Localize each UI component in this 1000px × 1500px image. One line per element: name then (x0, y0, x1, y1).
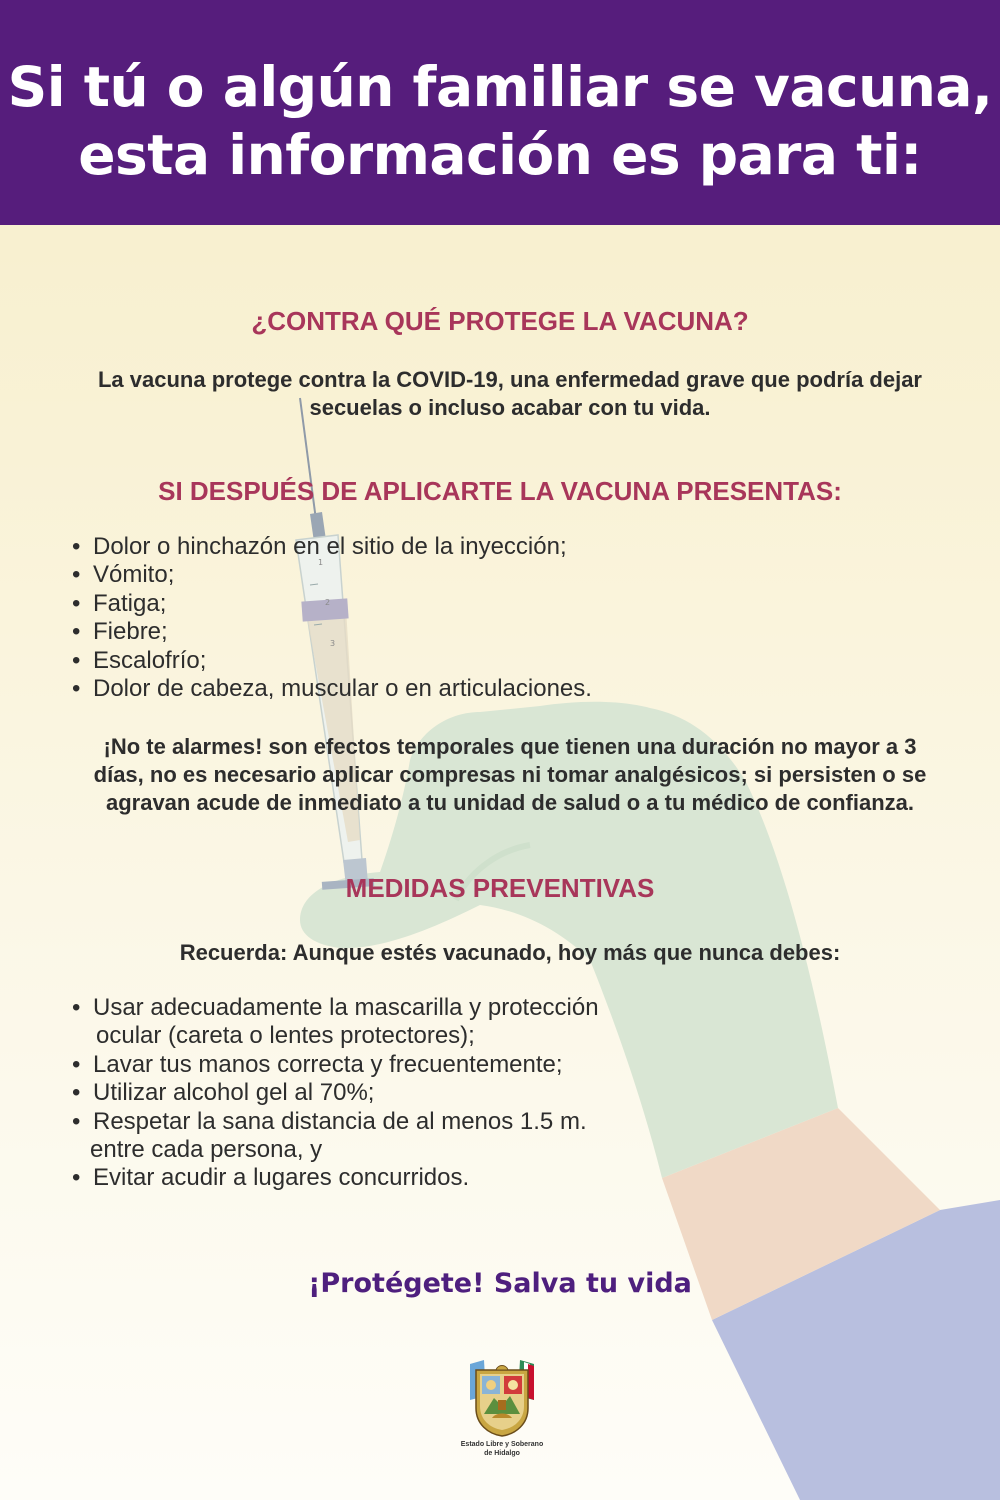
list-item (72, 1164, 599, 1192)
crest-caption (430, 1440, 574, 1458)
section-heading-side-effects: SI DESPUÉS DE APLICARTE LA VACUNA PRESENTAS: (158, 476, 842, 506)
svg-text:3: 3 (330, 639, 336, 648)
list-item (72, 1051, 599, 1079)
list-item-line: ocular (careta o lentes protectores); (96, 1022, 475, 1050)
svg-text:2: 2 (325, 598, 331, 607)
list-item: • Dolor o hinchazón en el sitio de la inyección; (72, 533, 592, 561)
list-item: • Vómito; (72, 561, 592, 589)
section-heading-preventive-measures: MEDIDAS PREVENTIVAS (345, 873, 655, 903)
preventive-intro: Recuerda: Aunque estés vacunado, hoy más que nunca debes: (179, 940, 841, 965)
list-item: • Dolor de cabeza, muscular o en articulaciones. (72, 675, 592, 703)
crest-caption-line-2: de Hidalgo (484, 1450, 520, 1457)
hidalgo-crest-icon (462, 1356, 542, 1438)
side-effects-list (72, 533, 592, 703)
list-item: • Fiebre; (72, 618, 592, 646)
list-item-line: Evitar acudir a lugares concurridos. (93, 1164, 470, 1192)
protection-text: La vacuna protege contra la COVID-19, una enfermedad grave que podría dejar secuelas o incluso acabar con tu vida. (97, 367, 922, 420)
header-banner (0, 0, 1000, 225)
header-title-line-2: esta información es para ti: (78, 123, 922, 187)
header-title-line-1: Si tú o algún familiar se vacuna, (7, 55, 993, 119)
closing-slogan: ¡Protégete! Salva tu vida (308, 1268, 692, 1299)
svg-text:1: 1 (318, 558, 324, 567)
list-item-line: Utilizar alcohol gel al 70%; (93, 1079, 375, 1107)
list-item-line: Respetar la sana distancia de al menos 1.5 m. (93, 1107, 587, 1135)
crest-caption-line-1: Estado Libre y Soberano (460, 1441, 544, 1448)
list-item (72, 1108, 599, 1165)
preventive-list (72, 994, 599, 1193)
list-item (72, 1079, 599, 1107)
list-item: • Fatiga; (72, 590, 592, 618)
section-heading-protection: ¿CONTRA QUÉ PROTEGE LA VACUNA? (251, 306, 749, 336)
list-item: • Escalofrío; (72, 647, 592, 675)
list-item-line: Usar adecuadamente la mascarilla y protección (93, 994, 599, 1021)
side-effects-note: ¡No te alarmes! son efectos temporales que tienen una duración no mayor a 3 días, no es necesario aplicar compresas ni tomar analgésicos; si persisten o se agravan acude de inmediato a tu unidad de salud o a tu médico de confianza. (93, 734, 927, 815)
list-item (72, 994, 599, 1051)
list-item-line: Lavar tus manos correcta y frecuentemente; (93, 1050, 563, 1078)
list-item-line: entre cada persona, y (90, 1136, 323, 1164)
